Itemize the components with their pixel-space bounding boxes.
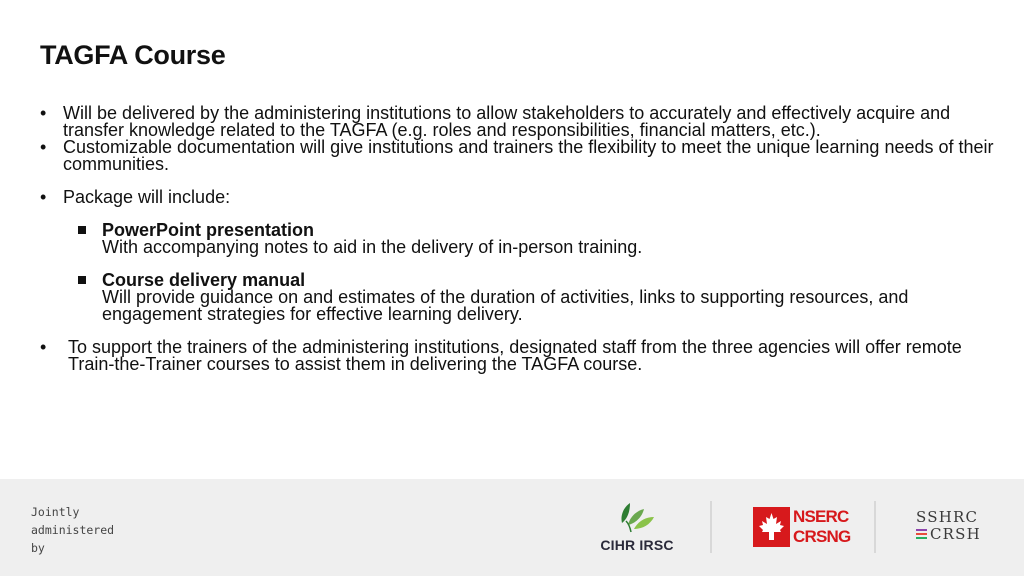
nserc-logo (753, 507, 851, 547)
nserc-logo-text (793, 507, 850, 547)
logo-divider (710, 501, 712, 553)
sshrc-bar-icon (916, 529, 927, 531)
sshrc-line: CRSH (930, 525, 981, 543)
package-item (40, 222, 995, 256)
jointly-line: administered (31, 523, 115, 537)
square-bullet-icon (78, 226, 86, 234)
bullet-dot: • (40, 137, 47, 157)
bullet-text: Customizable documentation will give institutions and trainers the flexibility to meet the unique learning needs of their communities. (63, 137, 994, 174)
bullet-item (40, 139, 995, 173)
bullet-item (40, 189, 995, 206)
cihr-leaf-icon (600, 499, 674, 535)
package-item (40, 272, 995, 323)
sshrc-line: SSHRC (916, 508, 979, 526)
sshrc-bar-icon (916, 533, 927, 535)
sshrc-bar-icon (916, 537, 927, 539)
nserc-line: NSERC (793, 507, 849, 526)
bullet-dot: • (40, 337, 47, 357)
package-item-detail: With accompanying notes to aid in the delivery of in-person training. (102, 237, 643, 257)
bullet-item (40, 339, 995, 373)
bullet-text: To support the trainers of the administering institutions, designated staff from the three agencies will offer remote Train-the-Trainer courses to assist them in delivering the TAGFA course. (68, 337, 962, 374)
bullet-text: Package will include: (63, 187, 231, 207)
cihr-logo (600, 499, 674, 561)
package-item-detail: Will provide guidance on and estimates of the duration of activities, links to supporting resources, and engagement strategies for effective learning delivery. (102, 287, 909, 324)
sshrc-logo (916, 509, 996, 545)
bullet-dot: • (40, 187, 47, 207)
jointly-line: Jointly (31, 505, 80, 519)
slide-title: TAGFA Course (40, 40, 226, 70)
package-item-heading: Course delivery manual (102, 270, 306, 290)
slide-body (40, 105, 995, 373)
jointly-line: by (31, 541, 45, 555)
nserc-line: CRSNG (793, 527, 851, 546)
logo-divider (874, 501, 876, 553)
square-bullet-icon (78, 276, 86, 284)
cihr-logo-text: CIHR IRSC (600, 537, 674, 553)
bullet-dot: • (40, 103, 47, 123)
bullet-text: Will be delivered by the administering institutions to allow stakeholders to accurately and effectively acquire and transfer knowledge related to the TAGFA (e.g. roles and responsibilities, financial matters, etc.). (63, 103, 951, 140)
maple-leaf-icon (753, 507, 790, 547)
footer-bar (0, 479, 1024, 576)
jointly-administered-label (31, 503, 114, 557)
package-item-heading: PowerPoint presentation (102, 220, 315, 240)
bullet-item (40, 105, 995, 139)
